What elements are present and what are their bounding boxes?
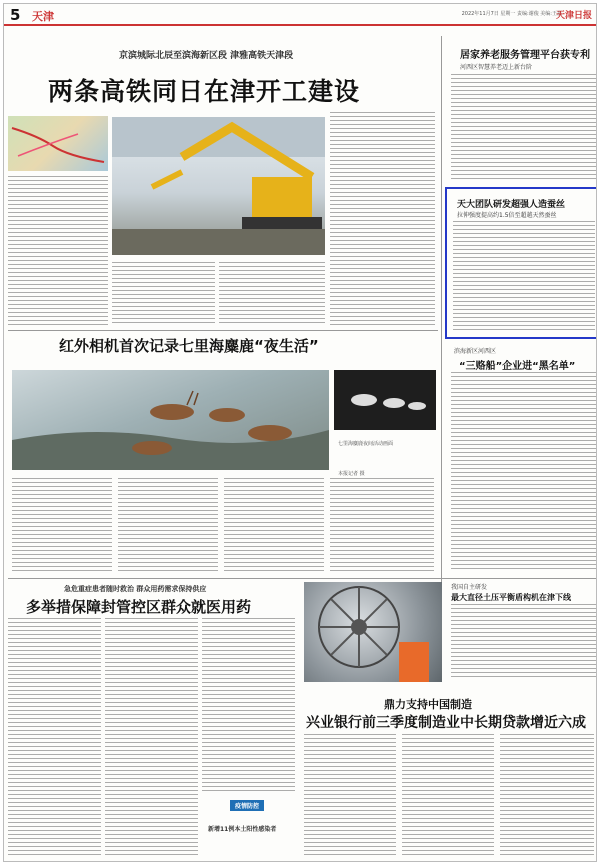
elderly-body — [451, 74, 596, 182]
section-rule — [8, 330, 438, 331]
dateline: 2022年11月7日 星期一 责编:谢俊 美编:王磊 — [461, 11, 562, 17]
medical-body-col2 — [105, 618, 198, 858]
tunnel-boring-photo — [304, 582, 442, 682]
tunnel-body — [451, 604, 596, 680]
enterprise-body — [451, 372, 596, 572]
bank-headline: 兴业银行前三季度制造业中长期贷款增近六成 — [306, 715, 586, 731]
rail-body-col1 — [8, 176, 108, 326]
deer-photo-credit: 本报记者 摄 — [338, 471, 365, 477]
elderly-headline: 居家养老服务管理平台获专利 — [460, 50, 590, 61]
deer-body-col1 — [12, 478, 112, 574]
bank-body-col2 — [402, 734, 494, 858]
rail-headline: 两条高铁同日在津开工建设 — [48, 77, 361, 106]
section-label: 天津 — [32, 10, 54, 23]
medical-kicker: 急危重症患者随时救治 群众用药需求保持供应 — [64, 585, 207, 593]
masthead: 天津日报 — [555, 11, 592, 21]
medical-body-col3 — [202, 618, 295, 793]
rail-map — [8, 116, 108, 171]
elderly-subhead: 河西区智慧养老迈上新台阶 — [460, 64, 533, 71]
enterprise-headline: “三赂船”企业进“黑名单” — [459, 361, 576, 372]
rail-body-col4 — [330, 112, 435, 326]
bank-kicker: 鼎力支持中国制造 — [384, 698, 472, 711]
deer-photo-night — [334, 370, 436, 430]
rail-body-col3 — [219, 262, 325, 326]
page-number: 5 — [10, 6, 21, 24]
page-header — [4, 4, 596, 26]
deer-body-col3 — [224, 478, 324, 574]
silk-subhead: 拉伸强度提高约1.5倍至超越天然蚕丝 — [457, 212, 557, 219]
deer-photo-day — [12, 370, 329, 470]
rail-kicker: 京滨城际北辰至滨海新区段 津雅高铁天津段 — [119, 51, 294, 61]
rail-body-col2 — [112, 262, 215, 326]
deer-body-col2 — [118, 478, 218, 574]
enterprise-kicker: 滨海新区河西区 — [454, 348, 497, 355]
tunnel-headline: 最大直径土压平衡盾构机在津下线 — [451, 593, 571, 602]
excavator-photo — [112, 117, 325, 255]
silk-headline: 天大团队研发超强人造蚕丝 — [457, 200, 566, 210]
covid-tag: 疫情防控 — [230, 800, 264, 811]
bank-body-col3 — [500, 734, 594, 858]
bank-body-col1 — [304, 734, 396, 858]
section-rule-2 — [8, 578, 597, 579]
deer-photo-caption: 七里海麋鹿夜间活动画面 — [338, 441, 394, 447]
tunnel-kicker: 我国自主研发 — [451, 584, 488, 591]
medical-body-col1 — [8, 618, 101, 858]
covid-box-title: 新增11例本土阳性感染者 — [208, 826, 277, 833]
column-rule — [441, 36, 442, 676]
deer-body-col4 — [330, 478, 434, 574]
newspaper-page — [3, 3, 597, 862]
medical-headline: 多举措保障封管控区群众就医用药 — [26, 598, 252, 616]
deer-headline: 红外相机首次记录七里海麋鹿“夜生活” — [59, 337, 319, 355]
silk-body — [453, 221, 595, 333]
